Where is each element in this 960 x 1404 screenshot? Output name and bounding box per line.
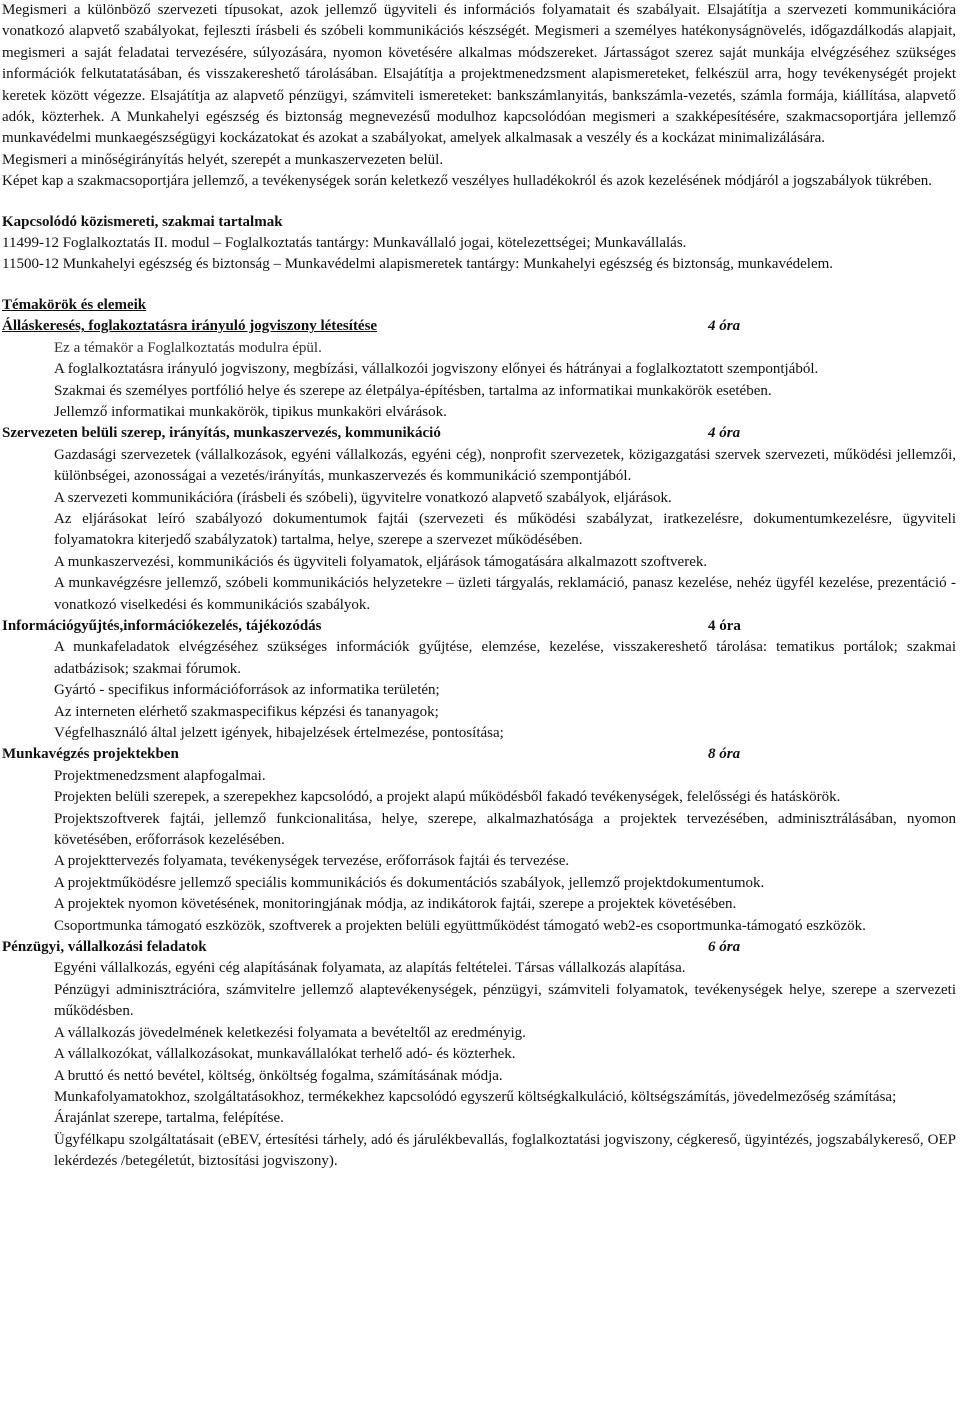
topic-item: Pénzügyi adminisztrációra, számvitelre jellemző alaptevékenységek, pénzügyi, számviteli folyamatok, tevékenységek helye, szerepe a szervezeti működésben. (54, 981, 956, 1020)
topic-item: A szervezeti kommunikációra (írásbeli és szóbeli), ügyvitelre vonatkozó alapvető szabályok, eljárások. (54, 489, 672, 506)
topic-item: Projektmenedzsment alapfogalmai. (54, 767, 266, 784)
intro-text-2: Megismeri a személyes hatékonyságnövelés, időgazdálkodás alapjait, megismeri a saját feladatai tervezésére, súlyozására, nyomon követésére alkalmas módszereket. Jártasságot szerez saját munkája elvégzéséhez szükséges információk felkutatatásában, és visszakereshető tárolásában. Elsajátítja a projektmenedzsment alapismereteket, felkészül arra, hogy tevékenységét projekt keretek között végezze. Elsajátítja az alapvető pénzügyi, számviteli ismereteket: bankszámlanyitás, bankszámla-vezetés, számla formája, kiállítása, alapvető adók, közterhek. (2, 23, 957, 126)
topic-title: Munkavégzés projektekben (2, 746, 179, 763)
related-line-1: 11499-12 Foglalkoztatás II. modul – Foglalkoztatás tantárgy: Munkavállaló jogai, kötelezettségei; Munkavállalás. (2, 235, 687, 252)
topic-item: Szakmai és személyes portfólió helye és szerepe az életpálya-építésben, tartalma az informatikai munkakörök esetében. (54, 382, 772, 399)
topic-item: A bruttó és nettó bevétel, költség, önköltség fogalma, számításának módja. (54, 1067, 503, 1084)
topic-item: Az interneten elérhető szakmaspecifikus képzési és tananyagok; (54, 703, 439, 720)
topic-heading (2, 316, 956, 337)
topic-item: Munkafolyamatokhoz, szolgáltatásokhoz, termékekhez kapcsolódó egyszerű költségkalkuláció, költségszámítás, jövedelmezőség számítása; (54, 1088, 897, 1105)
intro-text-1: Megismeri a különböző szervezeti típusokat, azok jellemző ügyviteli és információs folyamatait és szabályait. Elsajátítja a szervezeti kommunikációra vonatkozó alapvető szabályokat, fejleszti írásbeli és szóbeli kommunikációs készségét. (2, 2, 956, 40)
related-line-2: 11500-12 Munkahelyi egészség és biztonság – Munkavédelmi alapismeretek tantárgy: Munkahelyi egészség és biztonság, munkavédelem. (2, 256, 834, 273)
topic-item: Gazdasági szervezetek (vállalkozások, egyéni vállalkozás, egyéni cég), nonprofit szervezetek, közigazgatási szervek szervezeti, működési jellemzői, különbségei, azonosságai a vezetés/irányítás, munkaszervezés és kommunikáció szempontjából. (54, 446, 956, 485)
topic-heading (2, 616, 956, 637)
intro-waste: Képet kap a szakmacsoportjára jellemző, a tevékenységek során keletkező veszélyes hulladékokról és azok kezelésének módjáról a jogszabályok tükrében. (2, 173, 933, 190)
topic-title: Szervezeten belüli szerep, irányítás, munkaszervezés, kommunikáció (2, 425, 441, 442)
topic-hours: 4 óra (708, 425, 741, 442)
topics-list (2, 316, 956, 1172)
intro-quality: Megismeri a minőségirányítás helyét, szerepét a munkaszervezeten belül. (2, 151, 444, 168)
topic-item: Ügyfélkapu szolgáltatásait (eBEV, értesítési tárhely, adó és járulékbevallás, foglalkoztatási jogviszony, cégkereső, ügyintézés, jogszabálykereső, OEP lekérdezés /betegéletút, biztosítási jogviszony). (54, 1131, 956, 1170)
intro-paragraph (2, 0, 956, 150)
topic-item: Jellemző informatikai munkakörök, tipikus munkaköri elvárások. (54, 403, 447, 420)
spacer (2, 276, 956, 295)
topic-item: Projektszoftverek fajtái, jellemző funkcionalitása, helye, szerepe, alkalmazhatósága a projektek tervezésében, adminisztrálásában, nyomon követésében, erőforrások kezelésében. (54, 810, 956, 849)
topic-note: Ez a témakör a Foglalkoztatás modulra épül. (54, 339, 322, 356)
spacer (2, 193, 956, 212)
topic-hours: 4 óra (708, 617, 741, 634)
topic-title: Információgyűjtés,információkezelés, tájékozódás (2, 617, 322, 634)
topic-item: A vállalkozókat, vállalkozásokat, munkavállalókat terhelő adó- és közterhek. (54, 1046, 516, 1063)
topic-heading (2, 937, 956, 958)
topic-item: Csoportmunka támogató eszközök, szoftverek a projekten belüli együttműködést támogató web2-es csoportmunka-támogató eszközök. (54, 917, 866, 934)
topic-item: Projekten belüli szerepek, a szerepekhez kapcsolódó, a projekt alapú működésből fakadó tevékenységek, felelősségi és hatáskörök. (54, 789, 841, 806)
topic-item: A munkaszervezési, kommunikációs és ügyviteli folyamatok, eljárások támogatására alkalmazott szoftverek. (54, 553, 708, 570)
topic-item: Gyártó - specifikus információforrások az informatika területén; (54, 682, 440, 699)
topic-heading (2, 744, 956, 765)
topic-item: Egyéni vállalkozás, egyéni cég alapításának folyamata, az alapítás feltételei. Társas vállalkozás alapítása. (54, 960, 686, 977)
topic-item: A munkavégzésre jellemző, szóbeli kommunikációs helyzetekre – üzleti tárgyalás, reklamáció, panasz kezelése, nehéz ügyfél kezelése, prezentáció - vonatkozó viselkedési és kommunikációs szabályok. (54, 575, 956, 613)
topic-item: A foglalkoztatásra irányuló jogviszony, megbízási, vállalkozói jogviszony előnyei és hátrányai a foglalkoztatott szempontjából. (54, 361, 819, 378)
topic-item: A vállalkozás jövedelmének keletkezési folyamata a bevételtől az eredményig. (54, 1024, 526, 1041)
topic-item: Végfelhasználó által jelzett igények, hibajelzések értelmezése, pontosítása; (54, 725, 504, 741)
topic-title: Pénzügyi, vállalkozási feladatok (2, 939, 207, 956)
topic-item: A projekttervezés folyamata, tevékenységek tervezése, erőforrások fajtái és tervezése. (54, 853, 570, 870)
topic-item: A projektek nyomon követésének, monitoringjának módja, az indikátorok fajtái, szerepe a projektek követésében. (54, 896, 737, 913)
topic-item: A munkafeladatok elvégzéséhez szükséges információk gyűjtése, elemzése, kezelése, visszakereshető tárolása: tematikus portálok; szakmai adatbázisok; szakmai fórumok. (54, 639, 956, 677)
topic-title: Álláskeresés, foglakoztatásra irányuló jogviszony létesítése (2, 318, 378, 335)
related-heading: Kapcsolódó közismereti, szakmai tartalmak (2, 213, 283, 230)
topics-heading: Témakörök és elemeik (2, 296, 147, 313)
topic-heading (2, 423, 956, 444)
topic-item: Árajánlat szerepe, tartalma, felépítése. (54, 1110, 284, 1127)
intro-text-3: A Munkahelyi egészség és biztonság megnevezésű modulhoz kapcsolódóan megismeri a szakképesítésére, szakmacsoportjára jellemző munkavédelmi munkaegészségügyi kockázatokat és azokat a szabályokat, amelyek alkalmasak a veszély és a kockázat minimalizálására. (2, 109, 957, 147)
topic-hours: 8 óra (708, 746, 741, 763)
topic-item: A projektműködésre jellemző speciális kommunikációs és dokumentációs szabályok, jellemző projektdokumentumok. (54, 874, 765, 891)
topic-hours: 6 óra (708, 939, 741, 956)
topic-item: Az eljárásokat leíró szabályozó dokumentumok fajtái (szervezeti és működési szabályzat, iratkezelésre, dokumentumkezelésre, ügyviteli folyamatokra kiterjedő szabályzatok) tartalma, helye, szerepe a szervezet működésében. (54, 510, 956, 549)
topic-hours: 4 óra (708, 318, 741, 335)
